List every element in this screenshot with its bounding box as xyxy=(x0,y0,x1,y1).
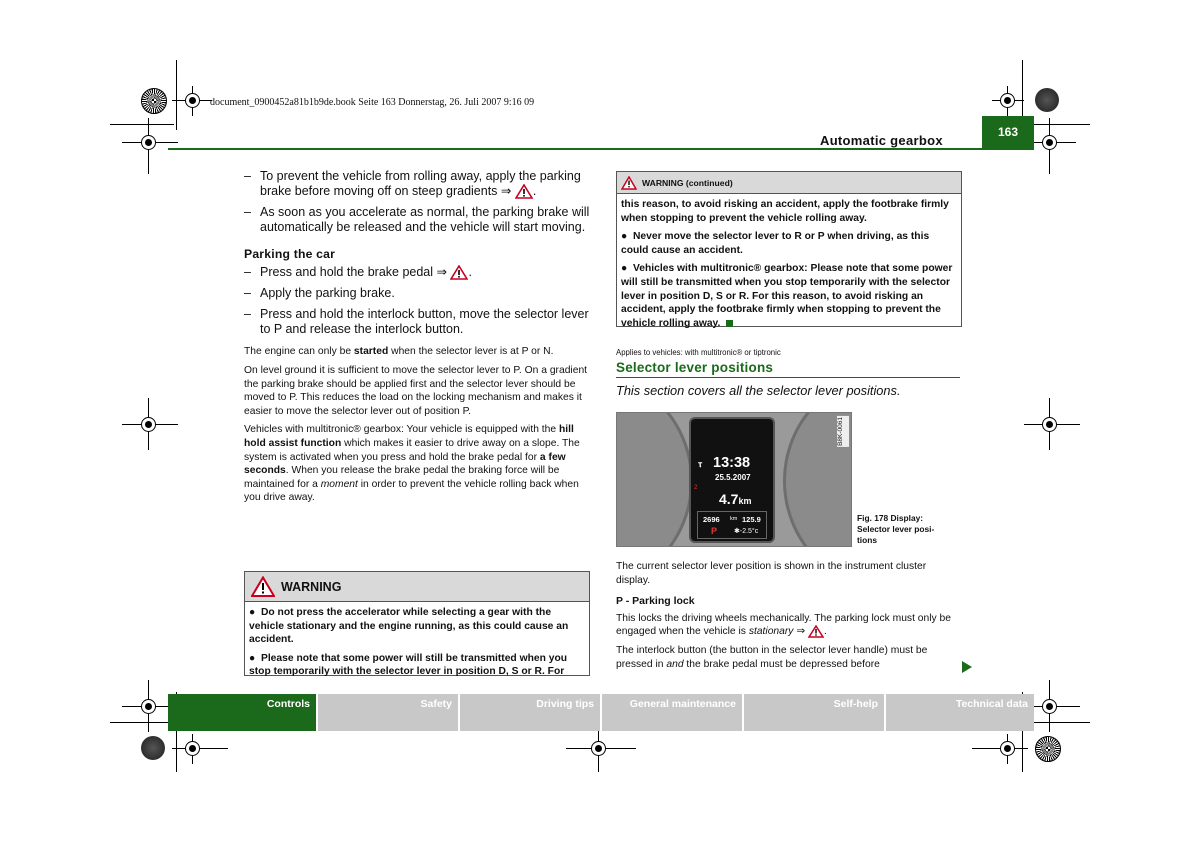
list-item-text: Press and hold the brake pedal xyxy=(260,265,437,280)
registration-dot-icon xyxy=(1004,97,1011,104)
bullet-icon: ● xyxy=(249,607,261,618)
warning-triangle-icon xyxy=(515,184,533,199)
time: 13:38 xyxy=(713,455,751,471)
figure-code: B8K-0061 xyxy=(837,416,849,447)
trip-panel xyxy=(697,511,767,539)
warning-triangle-icon xyxy=(450,265,468,280)
figure-instrument-cluster xyxy=(616,412,852,547)
clock-icon: ⲧ xyxy=(698,459,703,470)
registration-dot-icon xyxy=(145,139,152,146)
bullet-icon: ● xyxy=(621,231,633,243)
warning-title: WARNING (continued) xyxy=(642,177,733,188)
warning-bullet: ● Do not press the accelerator while selecting a gear with the vehicle stationary and the engine running, as this could cause an accident. xyxy=(249,607,569,646)
distance: 4.7km xyxy=(719,491,752,507)
section-heading: Selector lever positions xyxy=(616,360,774,375)
gear-marker: 2 xyxy=(694,485,698,491)
outside-temperature: ✱-2.5°c xyxy=(734,528,759,535)
warning-body xyxy=(245,602,589,687)
continue-arrow-icon xyxy=(962,661,972,673)
paragraph: The interlock button (the button in the selector lever handle) must be pressed in and the brake pedal must be depressed before xyxy=(616,645,928,670)
list-item: – To prevent the vehicle from rolling away, apply the parking brake before moving off on steep gradients ⇒ . xyxy=(244,169,581,198)
list-item: – As soon as you accelerate as normal, the parking brake will automatically be released and the vehicle will start moving. xyxy=(244,205,590,235)
warning-triangle-icon xyxy=(251,576,275,597)
registration-dot-icon xyxy=(1004,745,1011,752)
left-gauge xyxy=(616,412,693,547)
starburst-mark-icon xyxy=(141,88,167,114)
warning-triangle-icon xyxy=(621,176,637,190)
registration-dot-icon xyxy=(189,745,196,752)
registration-dot-icon xyxy=(1046,703,1053,710)
page-title: Automatic gearbox xyxy=(820,133,943,148)
section-intro: This section covers all the selector lever positions. xyxy=(616,383,901,398)
header-rule xyxy=(168,148,1034,150)
page-number: 163 xyxy=(982,116,1034,149)
warning-bullet: ● Vehicles with multitronic® gearbox: Please note that some power will still be transmitted when you stop temporarily with the selector lever in position D, S or R. For this reason, to avoid risking an accident, apply the footbrake firmly when stopping to prevent the vehicle rolling away. xyxy=(621,263,953,329)
tab-technical-data[interactable]: Technical data xyxy=(886,694,1034,731)
odometer-left: 2696 xyxy=(703,515,720,524)
warning-header xyxy=(245,572,589,602)
registration-dot-icon xyxy=(145,421,152,428)
starburst-mark-icon xyxy=(1035,88,1059,112)
tab-general-maintenance[interactable]: General maintenance xyxy=(602,694,742,731)
left-column xyxy=(244,169,590,510)
section-rule xyxy=(616,377,960,378)
applies-to: Applies to vehicles: with multitronic® or tiptronic xyxy=(616,348,781,357)
paragraph: The current selector lever position is shown in the instrument cluster display. xyxy=(616,561,927,586)
odometer-right: 125.9 xyxy=(742,515,761,524)
bullet-icon: ● xyxy=(249,652,261,664)
starburst-mark-icon xyxy=(1035,736,1061,762)
gear-indicator: P xyxy=(711,526,718,536)
registration-dot-icon xyxy=(189,97,196,104)
warning-box-continued xyxy=(616,171,962,327)
warning-header xyxy=(617,172,961,194)
tab-controls[interactable]: Controls xyxy=(168,694,316,731)
tab-self-help[interactable]: Self-help xyxy=(744,694,884,731)
list-item-text: Apply the parking brake. xyxy=(260,286,395,301)
display-screen xyxy=(689,417,775,543)
list-item-text: To prevent the vehicle from rolling away, apply the parking brake before moving off on steep gradients xyxy=(260,169,581,198)
list-item-text: Press and hold the interlock button, move the selector lever to P and release the interlock button. xyxy=(260,307,589,337)
tab-safety[interactable]: Safety xyxy=(318,694,458,731)
registration-dot-icon xyxy=(1046,139,1053,146)
list-item: – Press and hold the interlock button, move the selector lever to P and release the interlock button. xyxy=(244,307,589,337)
paragraph: On level ground it is sufficient to move the selector lever to P. On a gradient the parking brake should be applied first and the selector lever should be moved to P. This reduces the load on the locking mechanism and makes it easier to move the selector lever out of position P. xyxy=(244,365,588,417)
right-text xyxy=(616,560,960,676)
tab-driving-tips[interactable]: Driving tips xyxy=(460,694,600,731)
paragraph: Vehicles with multitronic® gearbox: Your vehicle is equipped with the hill hold assist function which makes it easier to drive away on a slope. The system is activated when you press and hold the brake pedal for a few seconds. When you release the brake pedal the braking force will be maintained for a moment in order to prevent the vehicle rolling back when you drive away. xyxy=(244,424,580,504)
warning-bullet: ● Please note that some power will still be transmitted when you stop temporarily with the selector lever in position D, S or R. For xyxy=(249,652,568,678)
warning-box xyxy=(244,571,590,676)
end-of-section-icon xyxy=(726,320,733,327)
warning-body: this reason, to avoid risking an accident, apply the footbrake firmly when stopping to prevent the vehicle rolling away. ● Never move the selector lever to R or P when driving, as this could cause an accident. ● Vehicles with multitronic® gearbox: Please note that some power will still be transmitted when you stop temporarily with the selector lever in position D, S or R. For this reason, to avoid risking an accident, apply the footbrake firmly when stopping to prevent the vehicle rolling away. xyxy=(617,194,961,338)
registration-dot-icon xyxy=(1046,421,1053,428)
starburst-mark-icon xyxy=(141,736,165,760)
warning-triangle-icon xyxy=(808,625,824,638)
registration-dot-icon xyxy=(595,745,602,752)
date: 25.5.2007 xyxy=(715,473,751,482)
parking-heading: Parking the car xyxy=(244,247,336,262)
bullet-icon: ● xyxy=(621,263,633,275)
list-item: – Press and hold the brake pedal ⇒ . xyxy=(244,265,472,280)
list-item: – Apply the parking brake. xyxy=(244,286,395,301)
paragraph: The engine can only be started when the selector lever is at P or N. xyxy=(244,346,554,358)
list-item-text: As soon as you accelerate as normal, the parking brake will automatically be released and the vehicle will start moving. xyxy=(260,205,590,235)
registration-dot-icon xyxy=(145,703,152,710)
warning-bullet: ● Never move the selector lever to R or P when driving, as this could cause an accident. xyxy=(621,231,930,256)
odometer-unit: km xyxy=(730,516,738,522)
paragraph: This locks the driving wheels mechanically. The parking lock must only be engaged when the vehicle is stationary ⇒ . xyxy=(616,612,951,638)
print-header: document_0900452a81b1b9de.book Seite 163 Donnerstag, 26. Juli 2007 9:16 09 xyxy=(210,97,535,108)
warning-title: WARNING xyxy=(281,579,342,594)
p-parking-lock-heading: P - Parking lock xyxy=(616,595,695,608)
figure-caption: Fig. 178 Display: Selector lever posi- tions xyxy=(857,513,935,545)
